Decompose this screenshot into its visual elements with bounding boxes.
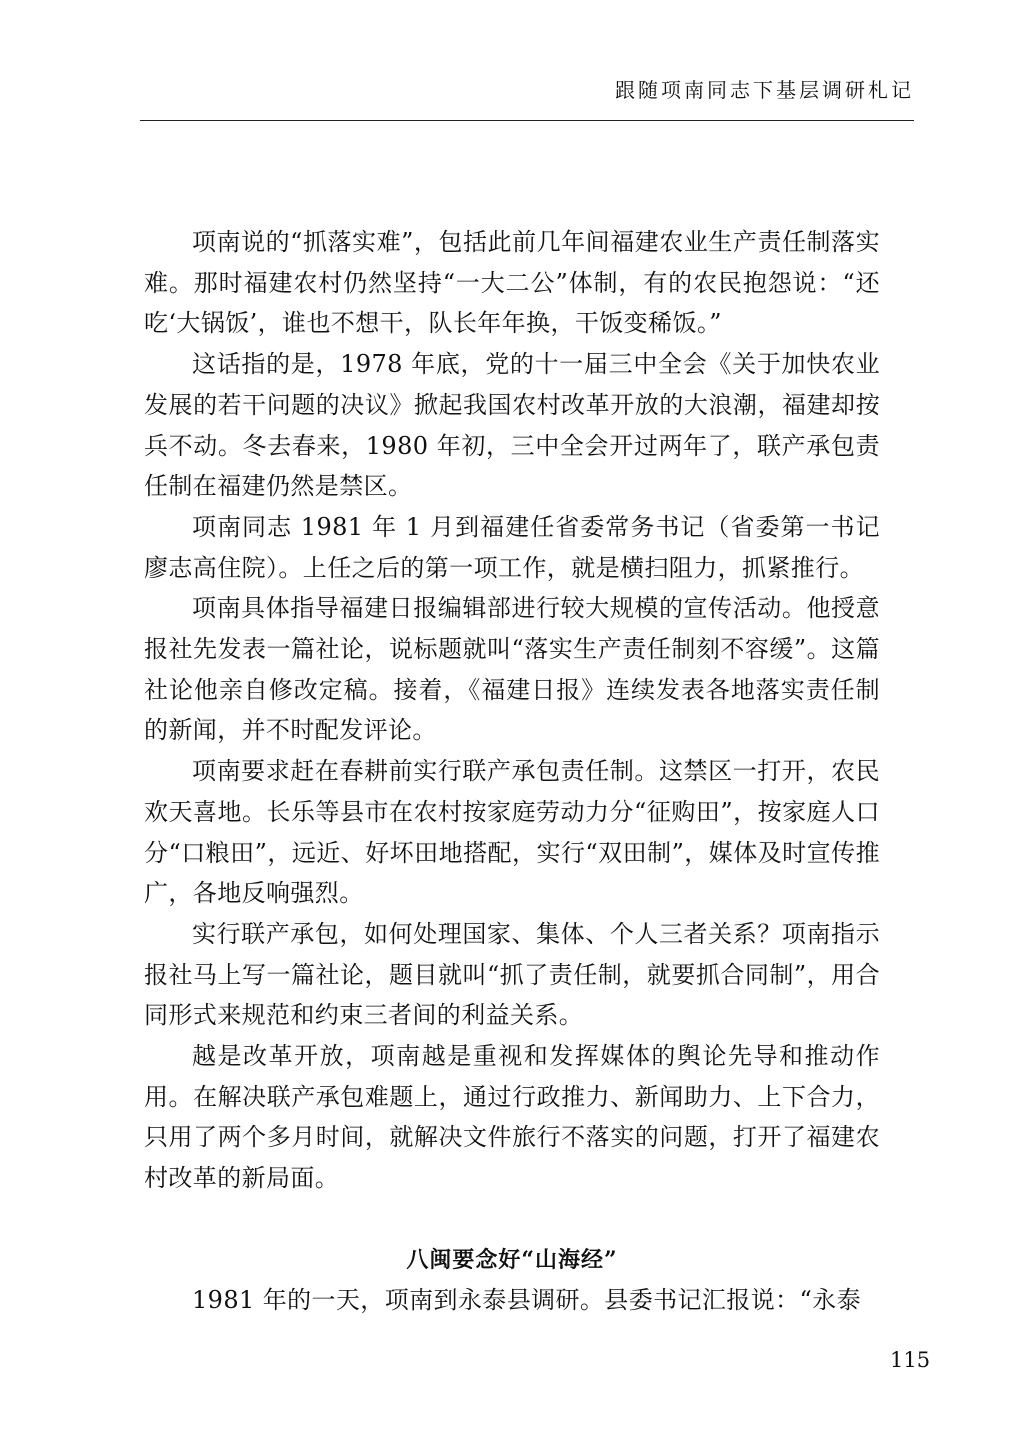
section-heading: 八闽要念好“山海经” [406, 1246, 618, 1273]
paragraph-2: 这话指的是，1978 年底，党的十一届三中全会《关于加快农业发展的若干问题的决议》掀起我国农村改革开放的大浪潮，福建却按兵不动。冬去春来，1980 年初，三中全会开过两年了，联产承包责任制在福建仍然是禁区。 [144, 350, 880, 501]
paragraph-7: 越是改革开放，项南越是重视和发挥媒体的舆论先导和推动作用。在解决联产承包难题上，通过行政推力、新闻助力、上下合力，只用了两个多月时间，就解决文件旅行不落实的问题，打开了福建农村改革的新局面。 [144, 1042, 880, 1193]
paragraph-6: 实行联产承包，如何处理国家、集体、个人三者关系？项南指示报社马上写一篇社论，题目就叫“抓了责任制，就要抓合同制”，用合同形式来规范和约束三者间的利益关系。 [144, 919, 880, 1030]
running-header: 跟随项南同志下基层调研札记 [615, 78, 914, 102]
header-divider [140, 120, 914, 121]
section-first-paragraph: 1981 年的一天，项南到永泰县调研。县委书记汇报说：“永泰 [192, 1285, 861, 1314]
paragraph-1: 项南说的“抓落实难”，包括此前几年间福建农业生产责任制落实难。那时福建农村仍然坚持“一大二公”体制，有的农民抱怨说：“还吃‘大锅饭’，谁也不想干，队长年年换，干饭变稀饭。” [144, 228, 880, 338]
body-text [144, 222, 880, 1321]
page-number: 115 [890, 1348, 931, 1372]
paragraph-4: 项南具体指导福建日报编辑部进行较大规模的宣传活动。他授意报社先发表一篇社论，说标题就叫“落实生产责任制刻不容缓”。这篇社论他亲自修改定稿。接着，《福建日报》连续发表各地落实责任制的新闻，并不时配发评论。 [144, 594, 880, 745]
paragraph-5: 项南要求赶在春耕前实行联产承包责任制。这禁区一打开，农民欢天喜地。长乐等县市在农村按家庭劳动力分“征购田”，按家庭人口分“口粮田”，远近、好坏田地搭配，实行“双田制”，媒体及时宣传推广，各地反响强烈。 [144, 757, 880, 908]
paragraph-3: 项南同志 1981 年 1 月到福建任省委常务书记（省委第一书记廖志高住院）。上任之后的第一项工作，就是横扫阻力，抓紧推行。 [144, 512, 880, 582]
